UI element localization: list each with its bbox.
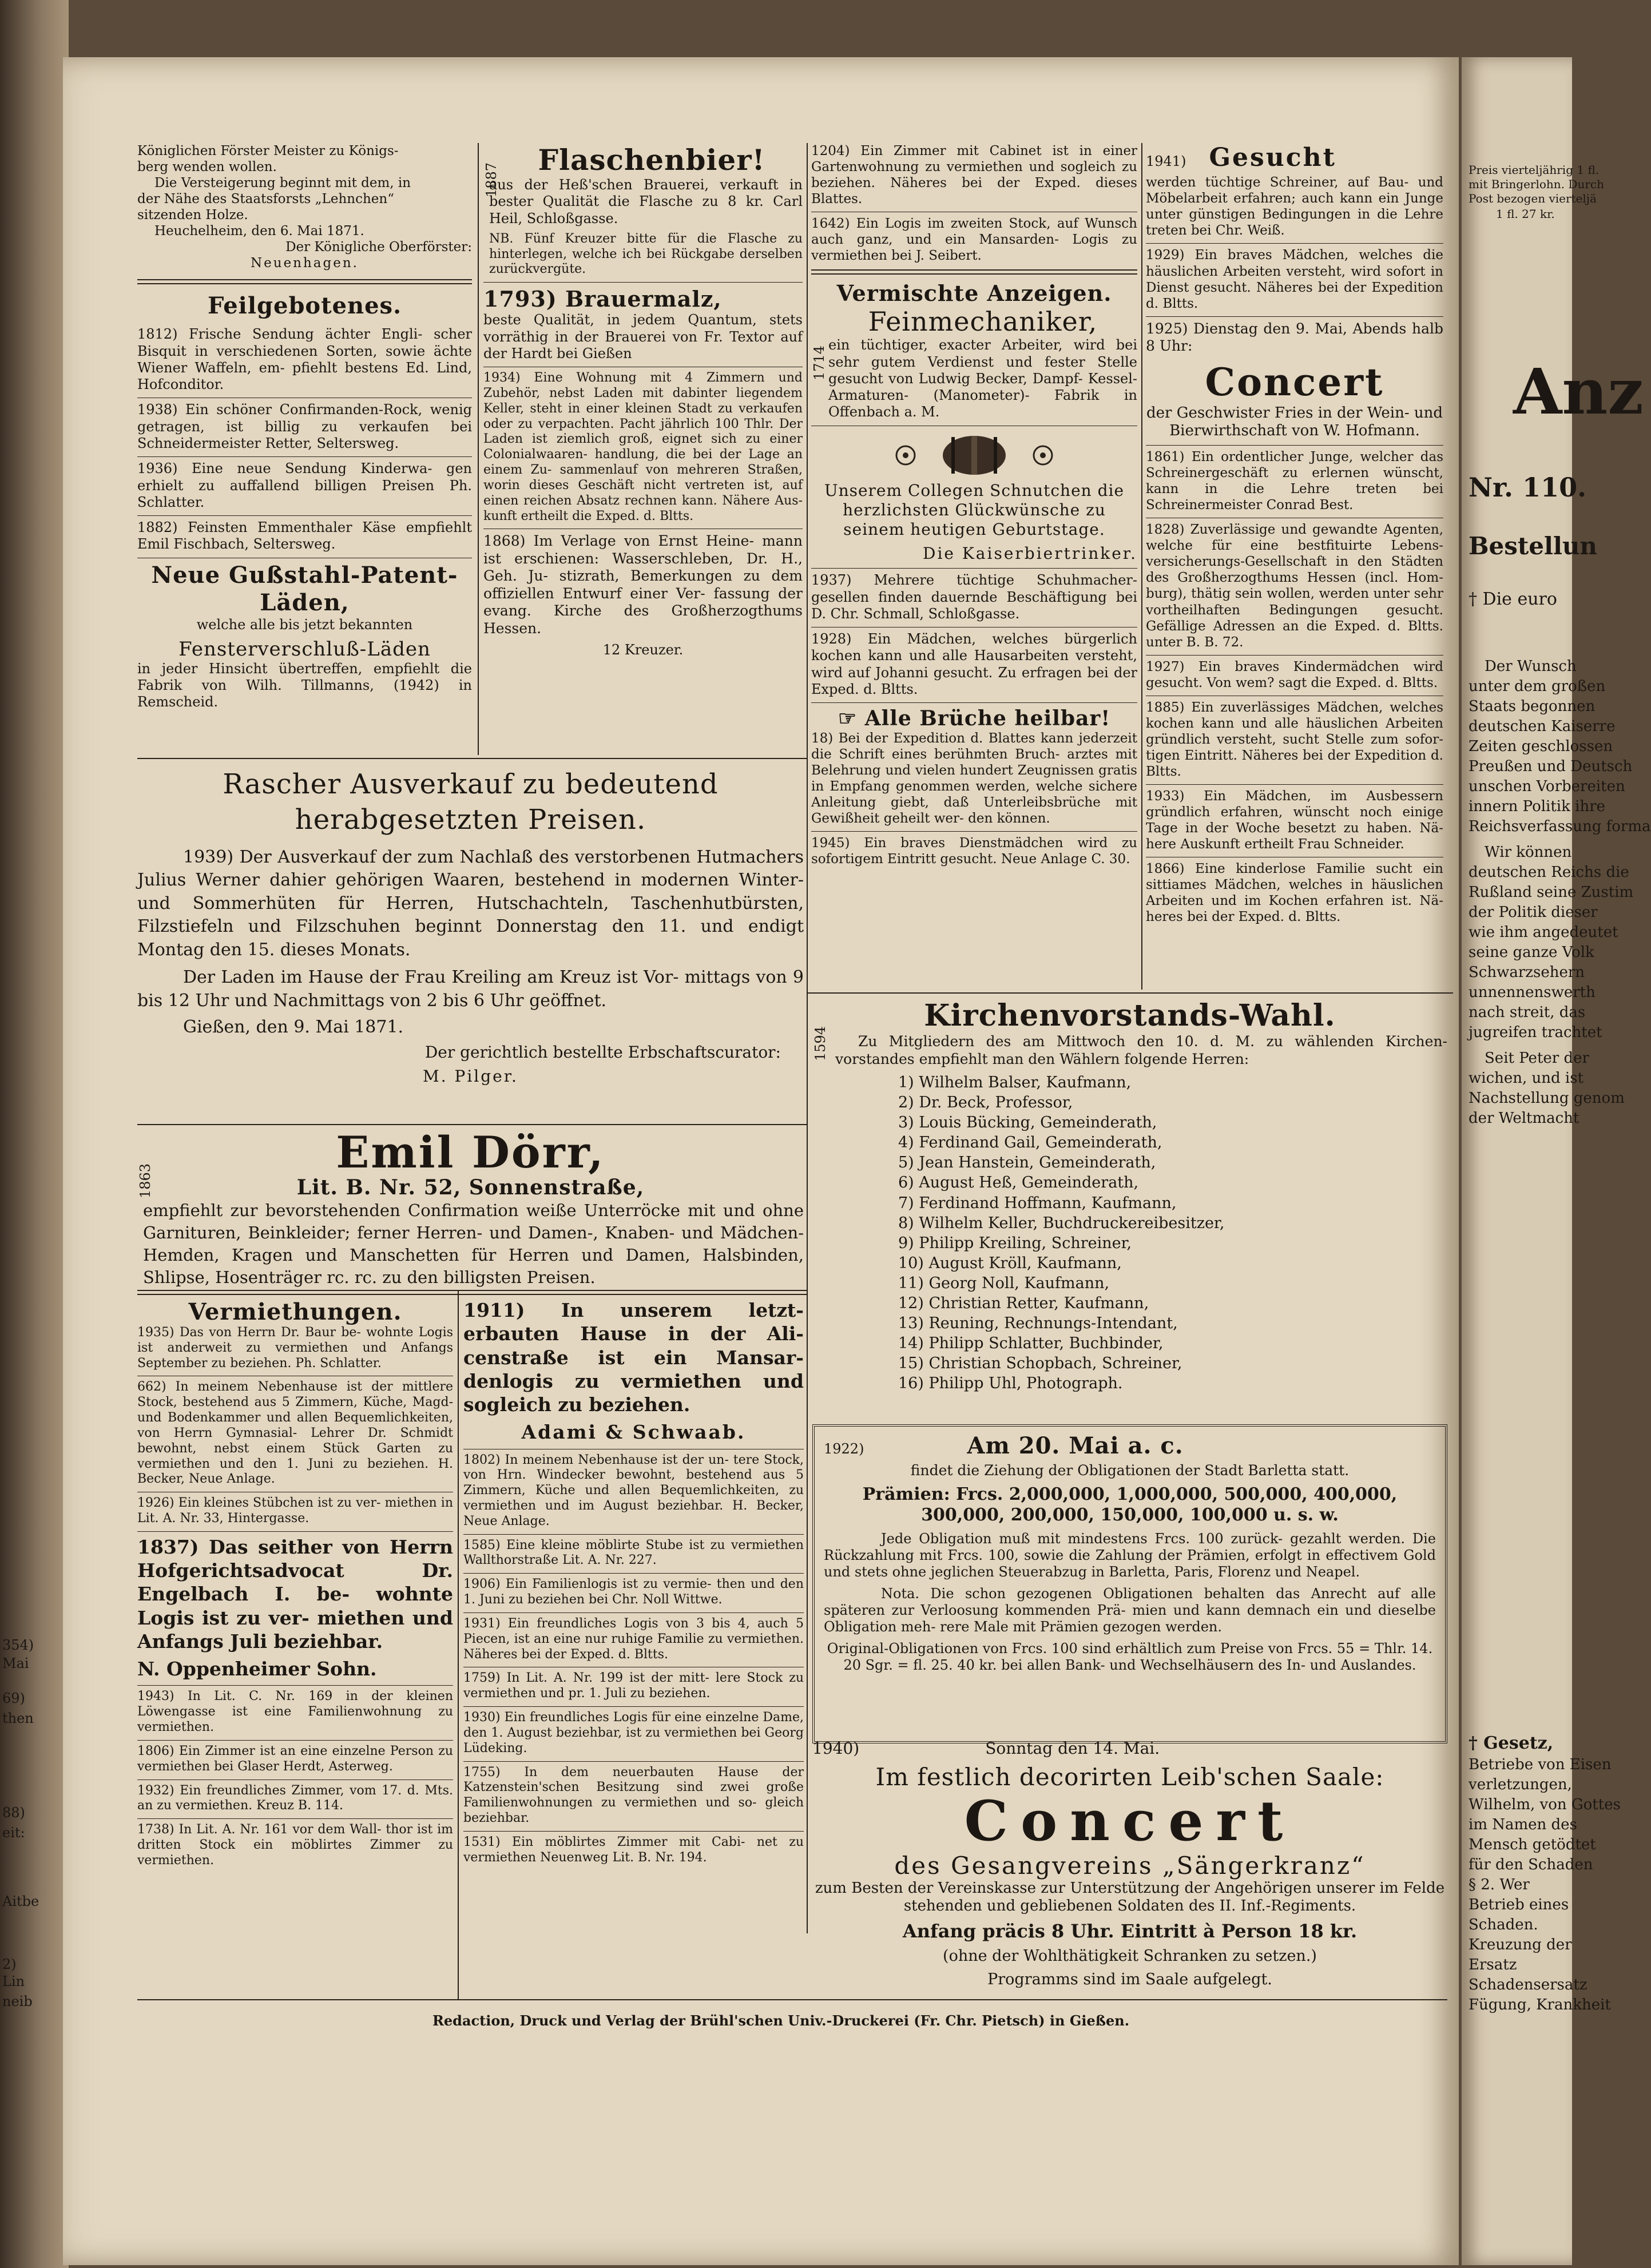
next-page-text: Schwarzsehern bbox=[1469, 964, 1585, 981]
ad-1943: 1943) In Lit. C. Nr. 169 in der kleinen Löwengasse ist eine Familienwohnung zu vermiethen. bbox=[137, 1689, 453, 1735]
ad-1861: 1861) Ein ordentlicher Junge, welcher das Schreinergeschäft zu erlernen wünscht, kann in die Lehre treten bei Schreinermeister Conrad Best. bbox=[1146, 450, 1443, 513]
list-item: 9) Philipp Kreiling, Schreiner, bbox=[898, 1234, 1132, 1252]
ad-1868: 1868) Im Verlage von Ernst Heine- mann ist erschienen: Wasserschleben, Dr. H., Geh. Ju- stizrath, Bemerkungen zu dem offiziellen Entwurf einer Ver- fassung der evang. Kirche des Großherzogthums Hessen. bbox=[483, 533, 803, 637]
ad-1812: 1812) Frische Sendung ächter Engli- scher Bisquit in verschiedenen Sorten, sowie ächte Wiener Waffeln, em- pfiehlt bestens Ed. Lind, Hofconditor. bbox=[137, 326, 472, 393]
next-page-text: Betrieb eines bbox=[1469, 1896, 1569, 1913]
next-page-text: deutschen Kaiserre bbox=[1469, 718, 1616, 735]
next-page-text: Reichsverfassung forma bbox=[1469, 818, 1651, 835]
next-page-text: der Politik dieser bbox=[1469, 904, 1598, 921]
book-spine bbox=[0, 0, 69, 2268]
next-page-text: jugreifen trachtet bbox=[1469, 1024, 1602, 1041]
next-page-text: Staats begonnen bbox=[1469, 698, 1596, 715]
ausverkauf-hours: Der Laden im Hause der Frau Kreiling am Kreuz ist Vor- mittags von 9 bis 12 Uhr und Nachmittags von 2 bis 6 Uhr geöffnet. bbox=[137, 967, 804, 1011]
ad-1906: 1906) Ein Familienlogis ist zu vermie- then und den 1. Juni zu beziehen bei Chr. Noll Wittwe. bbox=[463, 1577, 804, 1607]
footer-rule bbox=[137, 1999, 1447, 2000]
ad-1935: 1935) Das von Herrn Dr. Baur be- wohnte Logis ist anderweit zu vermiethen und Anfangs September zu beziehen. Ph. Schlatter. bbox=[137, 1325, 453, 1371]
section-rule bbox=[811, 269, 1137, 275]
birthday-signature: Die Kaiserbiertrinker. bbox=[923, 544, 1137, 563]
ad-1585: 1585) Eine kleine möblirte Stube ist zu vermiethen Wallthorstraße Lit. A. Nr. 227. bbox=[463, 1538, 804, 1568]
ad-1755: 1755) In dem neuerbauten Hause der Katzenstein'schen Besitzung sind zwei große Familienwohnungen zu vermiethen und so- gleich beziehbar. bbox=[463, 1765, 804, 1826]
brueche-title-text: Alle Brüche heilbar! bbox=[864, 706, 1111, 731]
emil-doerr-body: empfiehlt zur bevorstehenden Confirmation weiße Unterröcke mit und ohne Garnituren, Beinkleider; ferner Herren- und Damen-, Knaben- und Mädchen-Hemden, Kragen und Manschetten für Herren und Damen, Halsbinden, Shlipse, Hosenträger rc. rc. zu den billigsten Preisen. bbox=[143, 1200, 804, 1288]
text-line: Die Versteigerung beginnt mit dem, in bbox=[154, 176, 411, 191]
text-line: Heuchelheim, den 6. Mai 1871. bbox=[154, 224, 364, 239]
text-line: der Nähe des Staatsforsts „Lehnchen“ bbox=[137, 192, 394, 207]
spine-fragment: then bbox=[2, 1710, 34, 1726]
ad-divider bbox=[463, 1612, 804, 1613]
column-rule bbox=[458, 1290, 459, 1999]
flaschenbier-title: Flaschenbier! bbox=[538, 143, 765, 177]
brauermalz-body: beste Qualität, in jedem Quantum, stets vorräthig in der Brauerei von Fr. Textor auf der Hardt bei Gießen bbox=[483, 312, 803, 362]
ad-divider bbox=[463, 1573, 804, 1574]
next-page-text: Mensch getödtet bbox=[1469, 1836, 1596, 1853]
next-page-text: wie ihm angedeutet bbox=[1469, 924, 1618, 941]
barletta-body: Jede Obligation muß mit mindestens Frcs. 100 zurück- gezahlt werden. Die Rückzahlung mit Frcs. 100, sowie die Zahlung der Prämien, erfolgt in effectivem Gold und stets ohne jeglichen Steuerabzug in Barletta, Paris, Florenz und Neapel. bbox=[824, 1530, 1436, 1580]
ad-1866: 1866) Eine kinderlose Familie sucht ein sittiames Mädchen, welches in häuslichen Arbeiten und im Kochen erfahren ist. Nä- heres bei der Exped. d. Bltts. bbox=[1146, 861, 1443, 925]
ad-divider bbox=[811, 831, 1137, 832]
saengerkranz-body: zum Besten der Vereinskasse zur Unterstützung der Angehörigen unserer im Felde stehenden und gebliebenen Soldaten des II. Inf.-Regiments. bbox=[815, 1879, 1445, 1915]
gusstahl-heading: Fensterverschluß-Läden bbox=[178, 637, 431, 661]
ad-number: 1714 bbox=[811, 345, 827, 381]
barletta-prizes: Prämien: Frcs. 2,000,000, 1,000,000, 500,000, 400,000, 300,000, 200,000, 150,000, 100,000 u. s. w. bbox=[862, 1484, 1398, 1526]
list-item: 14) Philipp Schlatter, Buchbinder, bbox=[898, 1334, 1164, 1353]
saengerkranz-head bbox=[812, 1739, 1447, 1763]
gesucht-title: Gesucht bbox=[1209, 143, 1336, 172]
saengerkranz-note: (ohne der Wohlthätigkeit Schranken zu setzen.) bbox=[943, 1947, 1317, 1965]
ad-1931: 1931) Ein freundliches Logis von 3 bis 4, auch 5 Piecen, ist an eine nur ruhige Familie zu vermiethen. Näheres bei der Exped. d. Bltts. bbox=[463, 1616, 804, 1662]
text-line: berg wenden wollen. bbox=[137, 160, 277, 175]
column-rule bbox=[807, 143, 808, 1933]
next-page-text: Zeiten geschlossen bbox=[1469, 738, 1613, 755]
ornament-icon bbox=[894, 444, 917, 467]
ad-1759: 1759) In Lit. A. Nr. 199 ist der mitt- lere Stock zu vermiethen und pr. 1. Juli zu beziehen. bbox=[463, 1671, 804, 1701]
ad-662: 662) In meinem Nebenhause ist der mittlere Stock, bestehend aus 5 Zimmern, Küche, Magd- und Bodenkammer und allen Bequemlichkeiten, von Herrn Gymnasial- Lehrer Dr. Schmidt bewohnt, nebst einem Stück Garten zu vermiethen und den 1. Juni zu beziehen. H. Becker, Neue Anlage. bbox=[137, 1380, 453, 1487]
ad-divider bbox=[1146, 243, 1443, 244]
emil-doerr-name: Emil Dörr, bbox=[336, 1127, 605, 1178]
ad-1933: 1933) Ein Mädchen, im Ausbessern gründlich erfahren, wünscht noch einige Tage in der Woche besetzt zu haben. Nä- here Auskunft ertheilt Frau Schneider. bbox=[1146, 788, 1443, 852]
text-line: Der Königliche Oberförster: bbox=[285, 240, 472, 255]
next-page-text: unschen Vorbereiten bbox=[1469, 778, 1625, 795]
ad-divider bbox=[483, 282, 803, 283]
ad-divider bbox=[463, 1831, 804, 1832]
barletta-nota: Nota. Die schon gezogenen Obligationen behalten das Anrecht auf alle späteren zur Verloosung kommenden Prä- mien und kann demnach ein und dieselbe Obligation meh- rere Male mit Prämien gezogen werden. bbox=[824, 1585, 1436, 1635]
list-item: 11) Georg Noll, Kaufmann, bbox=[898, 1274, 1110, 1292]
newspaper-sheet bbox=[137, 143, 1453, 2031]
barletta-title: Am 20. Mai a. c. bbox=[967, 1432, 1184, 1459]
column-rule bbox=[478, 143, 479, 755]
spine-fragment: Aitbe bbox=[2, 1893, 39, 1909]
ad-divider bbox=[137, 1685, 453, 1686]
forester-notice bbox=[137, 143, 472, 271]
next-page-text: der Weltmacht bbox=[1469, 1110, 1579, 1127]
kirchenvorstand-title: Kirchenvorstands-Wahl. bbox=[924, 998, 1336, 1033]
gesucht-head bbox=[1146, 143, 1443, 174]
gusstahl-body: in jeder Hinsicht übertreffen, empfiehlt die Fabrik von Wilh. Tillmanns, (1942) in Remscheid. bbox=[137, 660, 472, 710]
ad-divider bbox=[463, 1534, 804, 1535]
ad-divider bbox=[137, 515, 472, 516]
next-page-text: Betriebe von Eisen bbox=[1469, 1756, 1612, 1773]
column-4 bbox=[1146, 143, 1443, 990]
ad-1806: 1806) Ein Zimmer ist an eine einzelne Person zu vermiethen bei Glaser Herdt, Asterweg. bbox=[137, 1743, 453, 1774]
ad-1885: 1885) Ein zuverlässiges Mädchen, welches kochen kann und alle häuslichen Arbeiten gründlich versteht, sucht Stelle zum sofor- tigen Eintritt. Näheres bei der Expedition d. Bltts. bbox=[1146, 700, 1443, 779]
next-page-text: seine ganze Volk bbox=[1469, 944, 1594, 961]
ad-1930: 1930) Ein freundliches Logis für eine einzelne Dame, den 1. August beziehbar, ist zu vermiethen bei Georg Lüdeking. bbox=[463, 1710, 804, 1755]
next-page-text: Wilhelm, von Gottes bbox=[1469, 1796, 1621, 1813]
next-page-text: Nachstellung genom bbox=[1469, 1090, 1625, 1107]
ad-divider bbox=[1146, 316, 1443, 317]
column-1 bbox=[137, 143, 472, 755]
ad-1929: 1929) Ein braves Mädchen, welches die häuslichen Arbeiten versteht, wird sofort in Dienst gesucht. Näheres bei der Expedition d. Bltts. bbox=[1146, 248, 1443, 311]
candidate-list bbox=[812, 1073, 1447, 1394]
next-page-text: für den Schaden bbox=[1469, 1856, 1593, 1873]
next-page-text: nach streit, das bbox=[1469, 1004, 1586, 1021]
list-item: 5) Jean Hanstein, Gemeinderath, bbox=[898, 1154, 1156, 1172]
spine-fragment: 2) bbox=[2, 1956, 17, 1972]
list-item: 2) Dr. Beck, Professor, bbox=[898, 1094, 1073, 1112]
imprint-footer: Redaction, Druck und Verlag der Brühl'schen Univ.-Druckerei (Fr. Chr. Pietsch) in Gießen. bbox=[432, 2012, 1130, 2029]
next-page-issue: Nr. 110. bbox=[1469, 472, 1587, 503]
feinmechaniker-body: ein tüchtiger, exacter Arbeiter, wird bei sehr gutem Verdienst und fester Stelle gesucht von Ludwig Becker, Dampf- Kessel- Armaturen- (Manometer)- Fabrik in Offenbach a. M. bbox=[828, 337, 1137, 420]
next-page-text: mit Bringerlohn. Durch bbox=[1469, 177, 1604, 191]
ad-number: 1922) bbox=[824, 1441, 864, 1457]
pointing-hand-icon: ☞ bbox=[838, 706, 865, 731]
ad-divider bbox=[137, 1740, 453, 1741]
brueche-body: 18) Bei der Expedition d. Blattes kann jederzeit die Schrift eines berühmten Bruch- arztes mit Belehrung und vielen hundert Zeugnissen gratis in Empfang genommen werden, welche sichere Anleitung giebt, daß Unterleibsbrüche mit Gewißheit geheilt wer- den können. bbox=[811, 731, 1137, 827]
vermiethungen-column bbox=[137, 1298, 453, 1996]
next-page-text: Post bezogen vierteljä bbox=[1469, 192, 1597, 205]
concert-body: der Geschwister Fries in der Wein- und Bierwirthschaft von W. Hofmann. bbox=[1146, 404, 1443, 440]
next-page-text: Schadensersatz bbox=[1469, 1976, 1588, 1993]
section-rule bbox=[137, 279, 472, 284]
next-page-text: Der Wunsch bbox=[1485, 658, 1577, 675]
birthday-greeting: Unserem Collegen Schnutchen die herzlichsten Glückwünsche zu seinem heutigen Geburtstage. bbox=[824, 480, 1125, 539]
next-page-text: † Die euro bbox=[1469, 589, 1557, 609]
ad-1738: 1738) In Lit. A. Nr. 161 vor dem Wall- thor ist im dritten Stock ein möblirtes Zimmer zu vermiethen. bbox=[137, 1822, 453, 1868]
list-item: 16) Philipp Uhl, Photograph. bbox=[898, 1375, 1123, 1393]
saengerkranz-sub: des Gesangvereins „Sängerkranz“ bbox=[894, 1851, 1366, 1880]
ad-1928: 1928) Ein Mädchen, welches bürgerlich kochen kann und alle Hausarbeiten versteht, wird auf Johanni gesucht. Zu erfragen bei der Exped. d. Bltts. bbox=[811, 631, 1137, 697]
ad-1642: 1642) Ein Logis im zweiten Stock, auf Wunsch auch ganz, und ein Mansarden- Logis zu vermiethen bei J. Seibert. bbox=[811, 216, 1137, 264]
ad-divider bbox=[137, 1531, 453, 1532]
ad-1911: 1911) In unserem letzt- erbauten Hause in der Ali- censtraße ist ein Mansar- denlogis zu vermiethen und sogleich zu beziehen. bbox=[463, 1299, 804, 1416]
list-item: 15) Christian Schopbach, Schreiner, bbox=[898, 1355, 1182, 1373]
section-rule bbox=[807, 992, 1453, 994]
kirchenvorstand-intro: Zu Mitgliedern des am Mittwoch den 10. d. M. zu wählenden Kirchen- vorstandes empfiehlt man den Wählern folgende Herren: bbox=[835, 1033, 1447, 1067]
next-page-text: wichen, und ist bbox=[1469, 1070, 1584, 1087]
next-page-text: innern Politik ihre bbox=[1469, 798, 1606, 815]
next-page-text: 1 fl. 27 kr. bbox=[1496, 207, 1555, 221]
next-page-edge bbox=[1462, 57, 1651, 2265]
saengerkranz-title: Concert bbox=[964, 1789, 1296, 1854]
text-line: Neuenhagen. bbox=[251, 256, 359, 271]
ad-divider bbox=[463, 1706, 804, 1707]
column-rule bbox=[1141, 143, 1142, 990]
ad-number: 1941) bbox=[1146, 153, 1186, 169]
ad-number: 1940) bbox=[812, 1739, 860, 1758]
next-page-heading: † Gesetz, bbox=[1469, 1733, 1554, 1753]
spine-fragment: Mai bbox=[2, 1655, 29, 1671]
ausverkauf-date: Gießen, den 9. Mai 1871. bbox=[183, 1017, 404, 1038]
ad-1204: 1204) Ein Zimmer mit Cabinet ist in einer Gartenwohnung zu vermiethen und sogleich zu beziehen. Näheres bei der Exped. dieses Blattes. bbox=[811, 144, 1137, 207]
section-title-feilgebotenes: Feilgebotenes. bbox=[207, 292, 402, 320]
spine-fragment: 69) bbox=[2, 1690, 25, 1706]
ausverkauf-title: Rascher Ausverkauf zu bedeutend herabgesetzten Preisen. bbox=[223, 768, 719, 836]
ad-1868-price: 12 Kreuzer. bbox=[602, 642, 684, 658]
ad-divider bbox=[811, 568, 1137, 569]
ad-1828: 1828) Zuverlässige und gewandte Agenten, welche für eine bestfituirte Lebens- versicherungs-Gesellschaft in den Städten des Großherzogthums Hessen (incl. Hom- burg), thätig sein wollen, werden unter sehr vortheilhaften Bedingungen gesucht. Gefällige Adressen an die Exped. d. Bltts. unter B. B. 72. bbox=[1146, 522, 1443, 650]
next-page-text: Schaden. bbox=[1469, 1916, 1538, 1933]
ad-1937: 1937) Mehrere tüchtige Schuhmacher- gesellen finden dauernde Beschäftigung bei D. Chr. Schmall, Schloßgasse. bbox=[811, 572, 1137, 622]
list-item: 6) August Heß, Gemeinderath, bbox=[898, 1174, 1139, 1192]
next-page-text: Rußland seine Zustim bbox=[1469, 884, 1634, 901]
spine-fragment: Lin bbox=[2, 1973, 25, 1989]
barletta-lottery-ad bbox=[812, 1424, 1447, 1743]
ad-1938: 1938) Ein schöner Confirmanden-Rock, wenig getragen, ist billig zu verkaufen bei Schneidermeister Retter, Seltersweg. bbox=[137, 402, 472, 451]
ad-1531: 1531) Ein möblirtes Zimmer mit Cabi- net zu vermiethen Neuenweg Lit. B. Nr. 194. bbox=[463, 1834, 804, 1865]
saengerkranz-programs: Programms sind im Saale aufgelegt. bbox=[987, 1971, 1272, 1989]
next-page-text: Kreuzung der bbox=[1469, 1936, 1572, 1953]
next-page-text: Preis vierteljährig 1 fl. bbox=[1469, 163, 1600, 177]
ad-divider bbox=[811, 702, 1137, 703]
next-page-text: verletzungen, bbox=[1469, 1776, 1572, 1793]
ad-1911-signature: Adami & Schwaab. bbox=[521, 1421, 746, 1444]
list-item: 10) August Kröll, Kaufmann, bbox=[898, 1254, 1122, 1272]
next-page-text: Ersatz bbox=[1469, 1956, 1517, 1973]
ad-1927: 1927) Ein braves Kindermädchen wird gesucht. Von wem? sagt die Exped. d. Bltts. bbox=[1146, 659, 1443, 690]
ad-1934: 1934) Eine Wohnung mit 4 Zimmern und Zubehör, nebst Laden mit dabinter liegendem Keller, steht in einer kleinen Stadt zu verkaufen oder zu verpachten. Pacht jährlich 100 Thlr. Der Laden ist ziemlich groß, eignet sich zu einer Colonialwaaren- handlung, die bei der Lage an einem Zu- sammenlauf von mehreren Straßen, worin dieses Geschäft nicht vertreten ist, auf einen reichen Absatz rechnen kann. Nähere Aus- kunft ertheilt die Exped. d. Bltts. bbox=[483, 371, 803, 523]
barletta-original: Original-Obligationen von Frcs. 100 sind erhältlich zum Preise von Frcs. 55 = Thlr. 14. 20 Sgr. = fl. 25. 40 kr. bei allen Bank- und Wechselhäusern des In- und Auslandes. bbox=[827, 1640, 1433, 1673]
next-page-text: Fügung, Krankheit bbox=[1469, 1996, 1611, 2013]
spine-fragment: neib bbox=[2, 1993, 33, 2009]
next-page-text: Wir können bbox=[1485, 844, 1572, 861]
section-rule bbox=[137, 758, 807, 759]
ad-number: 1594 bbox=[812, 1026, 828, 1061]
barrel-illustration bbox=[811, 430, 1137, 481]
next-page-text: Seit Peter der bbox=[1485, 1050, 1589, 1067]
saengerkranz-time: Anfang präcis 8 Uhr. Eintritt à Person 18 kr. bbox=[902, 1920, 1358, 1943]
ad-divider bbox=[463, 1761, 804, 1762]
spine-fragment: eit: bbox=[2, 1825, 25, 1841]
next-page-masthead: Anz bbox=[1513, 355, 1644, 428]
concert-title: Concert bbox=[1205, 359, 1384, 404]
emil-doerr-address: Lit. B. Nr. 52, Sonnenstraße, bbox=[296, 1175, 645, 1199]
gusstahl-sub: welche alle bis jetzt bekannten bbox=[196, 616, 413, 633]
ausverkauf-signatory: M. Pilger. bbox=[423, 1067, 518, 1086]
flaschenbier-note: NB. Fünf Kreuzer bitte für die Flasche zu hinterlegen, welche ich bei Rückgabe derselben zurückvergüte. bbox=[489, 231, 803, 277]
ad-1837-signature: N. Oppenheimer Sohn. bbox=[137, 1658, 377, 1681]
ornament-icon bbox=[1031, 444, 1054, 467]
barletta-head bbox=[824, 1432, 1436, 1462]
column-3 bbox=[811, 143, 1137, 990]
brauermalz-title: 1793) Brauermalz, bbox=[483, 286, 722, 312]
emil-doerr-ad bbox=[137, 1127, 804, 1288]
ad-1945: 1945) Ein braves Dienstmädchen wird zu sofortigem Eintritt gesucht. Neue Anlage C. 30. bbox=[811, 836, 1137, 867]
ausverkauf-signatory-title: Der gerichtlich bestellte Erbschaftscurator: bbox=[424, 1042, 781, 1062]
ad-divider bbox=[137, 456, 472, 457]
gusstahl-title: Neue Gußstahl-Patent- Läden, bbox=[151, 561, 458, 616]
ad-1926: 1926) Ein kleines Stübchen ist zu ver- miethen in Lit. A. Nr. 33, Hintergasse. bbox=[137, 1496, 453, 1526]
beer-barrel-icon bbox=[940, 432, 1009, 478]
section-rule bbox=[137, 1290, 807, 1295]
next-page-text: Preußen und Deutsch bbox=[1469, 758, 1633, 775]
ausverkauf-notice bbox=[137, 766, 804, 1121]
text-line: sitzenden Holze. bbox=[137, 208, 248, 223]
list-item: 8) Wilhelm Keller, Buchdruckereibesitzer, bbox=[898, 1214, 1225, 1232]
ad-1925: 1925) Dienstag den 9. Mai, Abends halb 8 Uhr: bbox=[1146, 320, 1443, 355]
ad-number: 1887 bbox=[483, 162, 499, 197]
ad-number: 1863 bbox=[137, 1163, 153, 1198]
ad-1932: 1932) Ein freundliches Zimmer, vom 17. d. Mts. an zu vermiethen. Kreuz B. 114. bbox=[137, 1783, 453, 1813]
column-2 bbox=[483, 143, 803, 755]
section-title-vermischte: Vermischte Anzeigen. bbox=[836, 280, 1112, 307]
spine-fragment: 88) bbox=[2, 1805, 25, 1821]
ad-1882: 1882) Feinsten Emmenthaler Käse empfiehlt Emil Fischbach, Seltersweg. bbox=[137, 519, 472, 553]
list-item: 3) Louis Bücking, Gemeinderath, bbox=[898, 1114, 1157, 1132]
spine-fragment: 354) bbox=[2, 1637, 34, 1653]
gesucht-body: werden tüchtige Schreiner, auf Bau- und Möbelarbeit erfahren; auch kann ein Junge unter günstigen Bedingungen in die Lehre treten bei Chr. Weiß. bbox=[1146, 175, 1443, 239]
text-line: Königlichen Förster Meister zu Königs- bbox=[137, 144, 399, 158]
ad-divider bbox=[1146, 655, 1443, 656]
ausverkauf-body: 1939) Der Ausverkauf der zum Nachlaß des verstorbenen Hutmachers Julius Werner dahier gehörigen Waaren, bestehend in modernen Winter- und Sommerhüten für Herren, Hutschachteln, Taschenhutbürsten, Filzstiefeln und Filzschuhen beginnt Donnerstag den 11. und endigt Montag den 15. dieses Monats. bbox=[137, 847, 804, 960]
flaschenbier-body: aus der Heß'schen Brauerei, verkauft in bester Qualität die Flasche zu 8 kr. Carl Heil, Schloßgasse. bbox=[489, 177, 803, 227]
list-item: 4) Ferdinand Gail, Gemeinderath, bbox=[898, 1134, 1162, 1152]
ad-1837: 1837) Das seither von Herrn Hofgerichtsadvocat Dr. Engelbach I. be- wohnte Logis ist zu ver- miethen und Anfangs Juli beziehbar. bbox=[137, 1535, 453, 1653]
section-rule bbox=[137, 1124, 807, 1125]
ad-1802: 1802) In meinem Nebenhause ist der un- tere Stock, von Hrn. Windecker bewohnt, bestehend aus 5 Zimmern, Küche und allen Bequemlichkeiten, zu vermiethen und im August beziehbar. H. Becker, Neue Anlage. bbox=[463, 1452, 804, 1528]
saengerkranz-concert-ad bbox=[812, 1739, 1447, 1996]
next-page-heading: Bestellun bbox=[1469, 532, 1597, 560]
saengerkranz-date: Sonntag den 14. Mai. bbox=[985, 1739, 1160, 1758]
next-page-text: § 2. Wer bbox=[1469, 1876, 1530, 1893]
list-item: 7) Ferdinand Hoffmann, Kaufmann, bbox=[898, 1194, 1177, 1212]
list-item: 12) Christian Retter, Kaufmann, bbox=[898, 1294, 1149, 1313]
ad-divider bbox=[1146, 445, 1443, 446]
section-title-vermiethungen: Vermiethungen. bbox=[188, 1298, 402, 1325]
barletta-line1: findet die Ziehung der Obligationen der Stadt Barletta statt. bbox=[910, 1462, 1350, 1479]
kirchenvorstand-election bbox=[812, 998, 1447, 1413]
ad-1936: 1936) Eine neue Sendung Kinderwa- gen erhielt zu auffallend billigen Preisen Ph. Schlatter. bbox=[137, 460, 472, 510]
ad-divider bbox=[1146, 784, 1443, 785]
vermiethungen-column-2 bbox=[463, 1298, 804, 1996]
next-page-text: im Namen des bbox=[1469, 1816, 1577, 1833]
feinmechaniker-title: Feinmechaniker, bbox=[868, 306, 1098, 337]
brueche-title bbox=[811, 706, 1137, 730]
next-page-text: unter dem großen bbox=[1469, 678, 1606, 695]
saengerkranz-venue: Im festlich decorirten Leib'schen Saale: bbox=[875, 1763, 1384, 1792]
ad-divider bbox=[137, 1818, 453, 1819]
feinmechaniker-ad bbox=[811, 306, 1137, 420]
list-item: 1) Wilhelm Balser, Kaufmann, bbox=[898, 1074, 1132, 1091]
next-page-text: deutschen Reichs die bbox=[1469, 864, 1629, 881]
next-page-text: unnennenswerth bbox=[1469, 984, 1596, 1001]
list-item: 13) Reuning, Rechnungs-Intendant, bbox=[898, 1314, 1178, 1333]
